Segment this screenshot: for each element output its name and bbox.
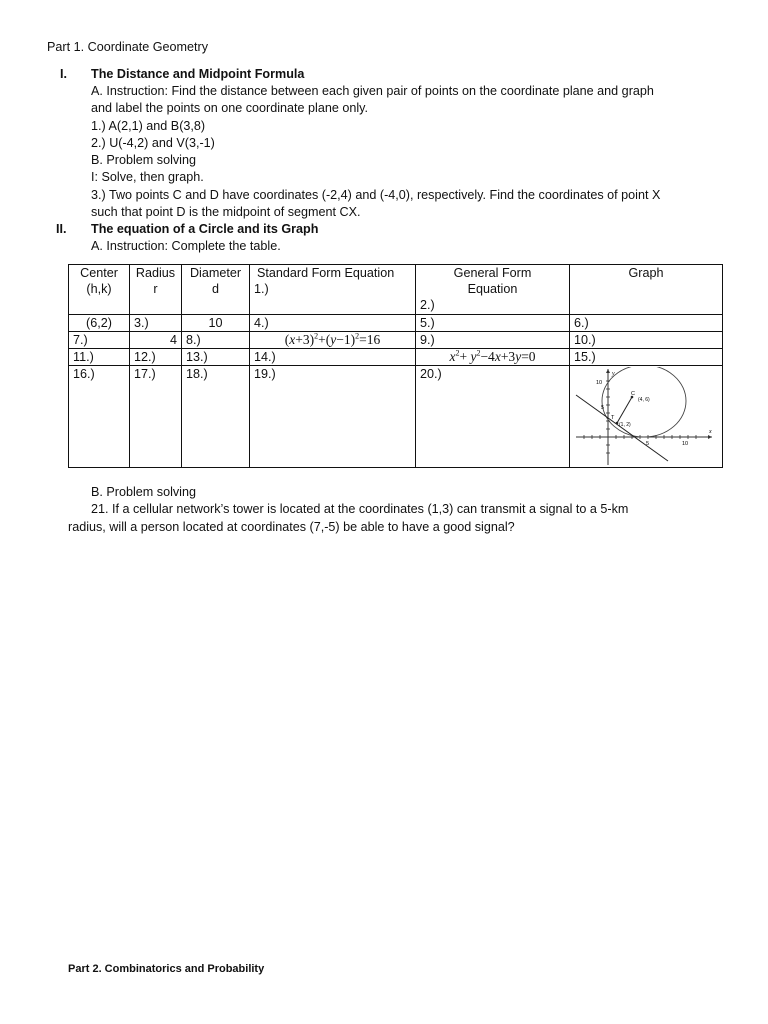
header-diameter: Diameter d	[182, 265, 250, 315]
part1-title: Part 1. Coordinate Geometry	[47, 40, 208, 54]
x-axis-label: x	[709, 429, 712, 435]
y-axis-arrow-icon	[606, 369, 610, 373]
cell-graph: 6.)	[570, 315, 723, 332]
section2-instruction: A. Instruction: Complete the table.	[91, 239, 281, 253]
cell-general: 5.)	[416, 315, 570, 332]
tangent-line	[576, 395, 668, 461]
cell-center: 7.)	[69, 332, 130, 349]
table-row	[69, 366, 723, 468]
table-header-row	[69, 265, 723, 315]
section1-numeral: I.	[60, 67, 67, 81]
point-t-marker	[616, 422, 619, 425]
item-2: 2.) U(-4,2) and V(3,-1)	[91, 136, 215, 150]
cell-standard: 19.)	[250, 366, 416, 468]
section1-instruction-line2: and label the points on one coordinate plane only.	[91, 101, 369, 115]
section2-problem-solving-label: B. Problem solving	[91, 485, 196, 499]
point-t-coords: (1, 2)	[619, 422, 631, 428]
header-graph: Graph	[570, 265, 723, 315]
circle-table	[68, 264, 723, 468]
cell-standard: 14.)	[250, 349, 416, 366]
general-form-equation: $x^2+ y^2-4x+3y=0$	[416, 349, 570, 366]
cell-diameter: 10	[182, 315, 250, 332]
part2-title: Part 2. Combinatorics and Probability	[68, 963, 265, 975]
cell-radius: 4	[130, 332, 182, 349]
cell-radius: 12.)	[130, 349, 182, 366]
cell-diameter: 13.)	[182, 349, 250, 366]
item-21-line1: 21. If a cellular network’s tower is located at the coordinates (1,3) can transmit a signal to a 5-km	[91, 502, 629, 516]
item-3-line1: 3.) Two points C and D have coordinates (-2,4) and (-4,0), respectively. Find the coordinates of point X	[91, 188, 661, 202]
circle-graph	[572, 367, 716, 467]
x-tick-5: 5	[646, 441, 650, 447]
problem-solving-label: B. Problem solving	[91, 153, 196, 167]
cell-radius: 17.)	[130, 366, 182, 468]
item-21-line2: radius, will a person located at coordinates (7,-5) be able to have a good signal?	[68, 520, 515, 534]
header-standard-form: Standard Form Equation 1.)	[250, 265, 416, 315]
cell-radius: 3.)	[130, 315, 182, 332]
y-tick-10: 10	[596, 380, 603, 386]
cell-general: 20.)	[416, 366, 570, 468]
table-row	[69, 332, 723, 349]
problem-instruction: I: Solve, then graph.	[91, 170, 204, 184]
standard-form-equation: $(x+3)^2+(y-1)^2=16$	[250, 332, 416, 349]
cell-graph: 10.)	[570, 332, 723, 349]
section2-heading: The equation of a Circle and its Graph	[91, 222, 319, 236]
cell-general: 9.)	[416, 332, 570, 349]
cell-center: 11.)	[69, 349, 130, 366]
point-c-label: C	[631, 391, 635, 397]
y-axis-label: y	[612, 371, 615, 377]
header-radius: Radius r	[130, 265, 182, 315]
item-3-line2: such that point D is the midpoint of segment CX.	[91, 205, 361, 219]
x-axis-arrow-icon	[708, 435, 712, 439]
point-c-coords: (4, 6)	[638, 397, 650, 403]
section1-instruction-line1: A. Instruction: Find the distance between each given pair of points on the coordinate plane and graph	[91, 84, 654, 98]
cell-center: 16.)	[69, 366, 130, 468]
cell-graph: 15.)	[570, 349, 723, 366]
header-center: Center (h,k)	[69, 265, 130, 315]
cell-graph-figure	[570, 366, 723, 468]
x-tick-10: 10	[682, 441, 689, 447]
section1-heading: The Distance and Midpoint Formula	[91, 67, 305, 81]
header-general-form: General Form Equation 2.)	[416, 265, 570, 315]
table-row	[69, 315, 723, 332]
point-t-label: T	[611, 415, 615, 421]
item-1: 1.) A(2,1) and B(3,8)	[91, 119, 206, 133]
radius-segment	[617, 397, 632, 423]
table-row	[69, 349, 723, 366]
cell-center: (6,2)	[69, 315, 130, 332]
cell-diameter: 18.)	[182, 366, 250, 468]
cell-diameter: 8.)	[182, 332, 250, 349]
y-tick-5: 5	[601, 405, 605, 411]
cell-standard: 4.)	[250, 315, 416, 332]
section2-numeral: II.	[56, 222, 67, 236]
